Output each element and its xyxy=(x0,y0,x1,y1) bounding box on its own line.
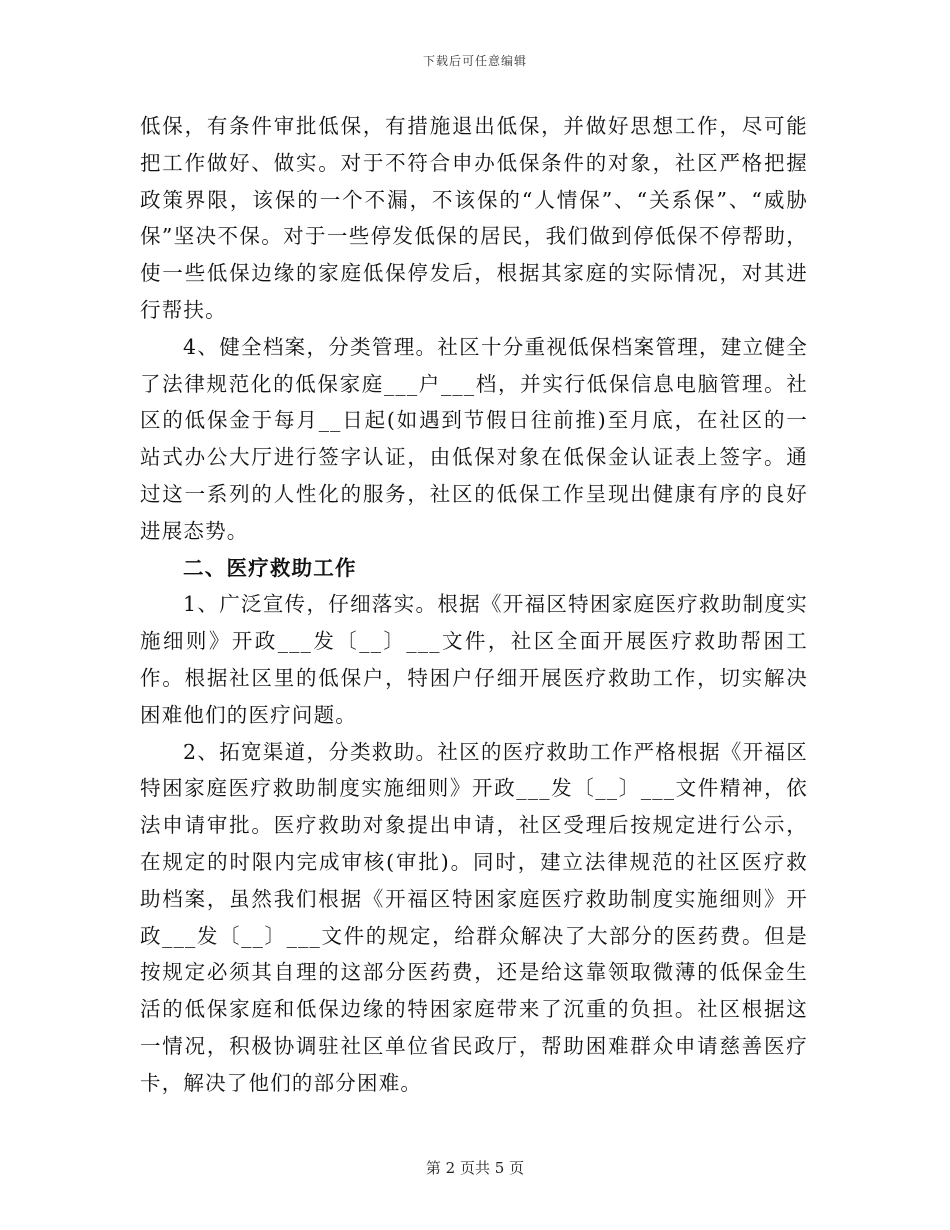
page-footer: 第 2 页共 5 页 xyxy=(425,1159,525,1177)
paragraph-channel-expansion: 2、拓宽渠道，分类救助。社区的医疗救助工作严格根据《开福区特困家庭医疗救助制度实施细则》开政___发〔__〕___文件精神，依法申请审批。医疗救助对象提出申请，社区受理后按规定进行公示，在规定的时限内完成审核(审批)。同时，建立法律规范的社区医疗救助档案，虽然我们根据《开福区特困家庭医疗救助制度实施细则》开政___发〔__〕___文件的规定，给群众解决了大部分的医药费。但是按规定必须其自理的这部分医药费，还是给这靠领取微薄的低保金生活的低保家庭和低保边缘的特困家庭带来了沉重的负担。社区根据这一情况，积极协调驻社区单位省民政厅，帮助困难群众申请慈善医疗卡，解决了他们的部分困难。 xyxy=(140,739,808,1095)
paragraph-publicity-implementation: 1、广泛宣传，仔细落实。根据《开福区特困家庭医疗救助制度实施细则》开政___发〔__〕___文件，社区全面开展医疗救助帮困工作。根据社区里的低保户，特困户仔细开展医疗救助工作，切实解决困难他们的医疗问题。 xyxy=(140,592,808,727)
page-header: 下载后可任意编辑 xyxy=(422,54,527,68)
document-body xyxy=(140,108,808,1102)
section-heading-medical-aid: 二、医疗救助工作 xyxy=(183,555,357,580)
paragraph-low-income-continuation: 低保，有条件审批低保，有措施退出低保，并做好思想工作，尽可能把工作做好、做实。对于不符合申办低保条件的对象，社区严格把握政策界限，该保的一个不漏，不该保的“人情保”、“关系保”、“威胁保”坚决不保。对于一些停发低保的居民，我们做到停低保不停帮助，使一些低保边缘的家庭低保停发后，根据其家庭的实际情况，对其进行帮扶。 xyxy=(140,114,808,322)
paragraph-archive-management: 4、健全档案，分类管理。社区十分重视低保档案管理，建立健全了法律规范化的低保家庭___户___档，并实行低保信息电脑管理。社区的低保金于每月__日起(如遇到节假日往前推)至月底，在社区的一站式办公大厅进行签字认证，由低保对象在低保金认证表上签字。通过这一系列的人性化的服务，社区的低保工作呈现出健康有序的良好进展态势。 xyxy=(140,334,808,543)
